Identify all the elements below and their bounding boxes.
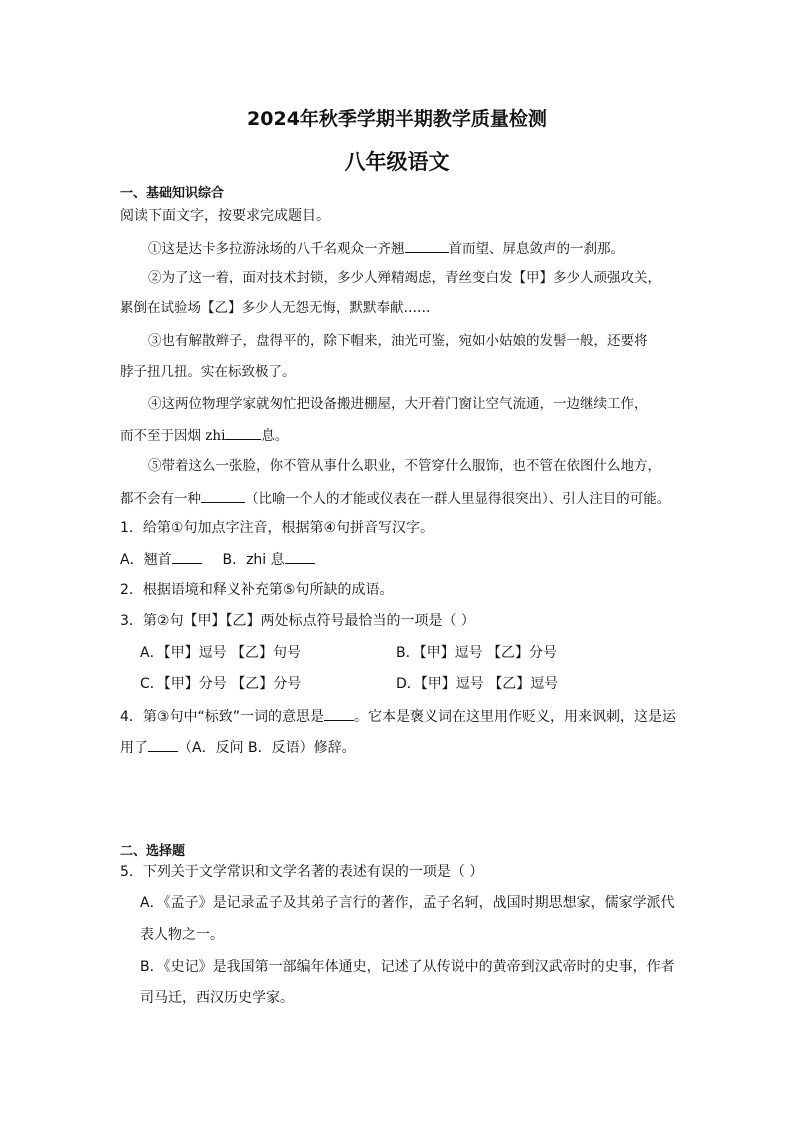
question-3-option-b[interactable]: B．【甲】逗号 【乙】分号 xyxy=(396,645,558,661)
blank-1 xyxy=(405,238,449,253)
blank-q1-a xyxy=(172,549,202,564)
question-3-option-d[interactable]: D．【甲】逗号 【乙】逗号 xyxy=(396,676,559,692)
passage-5-line-2: 都不会有一种 （比喻一个人的才能或仪表在一群人里显得很突出）、引人注目的可能。 xyxy=(120,488,670,509)
passage-1: ①这是达卡多拉游泳场的八千名观众一齐翘 首而望、屏息敛声的一刹那。 xyxy=(148,238,624,259)
question-5: 5．下列关于文学常识和文学名著的表述有误的一项是（ ） xyxy=(120,864,484,880)
blank-q4-meaning xyxy=(324,706,354,721)
question-5-option-a-line-2: 表人物之一。 xyxy=(140,927,224,943)
blank-q1-b xyxy=(285,549,315,564)
passage-3-line-1: ③也有解散辫子，盘得平的，除下帽来，油光可鉴，宛如小姑娘的发髻一般，还要将 xyxy=(148,333,648,349)
question-2: 2．根据语境和释义补充第⑤句所缺的成语。 xyxy=(120,582,394,598)
instruction-text: 阅读下面文字，按要求完成题目。 xyxy=(120,208,330,224)
subject-title: 八年级语文 xyxy=(344,150,450,174)
passage-4-line-1: ④这两位物理学家就匆忙把设备搬进棚屋，大开着门窗让空气流通，一边继续工作， xyxy=(148,396,648,412)
question-3-option-a[interactable]: A．【甲】逗号 【乙】句号 xyxy=(140,645,302,661)
blank-idiom xyxy=(201,488,245,503)
question-3-option-c[interactable]: C．【甲】分号 【乙】分号 xyxy=(140,676,302,692)
section-1-heading: 一、基础知识综合 xyxy=(120,186,225,201)
passage-4-line-2: 而不至于因烟 zhi 息。 xyxy=(120,425,288,446)
passage-2-line-2: 累倒在试验场【乙】多少人无怨无悔，默默奉献…… xyxy=(120,300,431,316)
blank-q4-rhetoric xyxy=(148,737,178,752)
blank-zhi xyxy=(225,425,261,440)
question-4-line-1: 4．第③句中“标致”一词的意思是 。它本是褒义词在这里用作贬义，用来讽刺，这是运 xyxy=(120,706,676,727)
passage-2-line-1: ②为了这一着，面对技术封锁，多少人殚精竭虑，青丝变白发【甲】多少人顽强攻关， xyxy=(148,270,661,286)
question-5-option-b-line-2: 司马迁，西汉历史学家。 xyxy=(140,990,294,1006)
exam-title: 2024年秋季学期半期教学质量检测 xyxy=(247,108,547,130)
question-1: 1．给第①句加点字注音，根据第④句拼音写汉字。 xyxy=(120,520,435,536)
passage-5-line-1: ⑤带着这么一张脸，你不管从事什么职业，不管穿什么服饰，也不管在依图什么地方， xyxy=(148,458,661,474)
question-4-line-2: 用了 （A．反问 B．反语）修辞。 xyxy=(120,737,356,758)
passage-3-line-2: 脖子扭几扭。实在标致极了。 xyxy=(120,364,296,380)
section-2-heading: 二、选择题 xyxy=(120,844,186,859)
question-1-options: A．翘首 B．zhi 息 xyxy=(120,549,315,570)
question-5-option-a-line-1[interactable]: A．《孟子》是记录孟子及其弟子言行的著作，孟子名轲，战国时期思想家，儒家学派代 xyxy=(140,895,675,911)
question-3: 3．第②句【甲】【乙】两处标点符号最恰当的一项是（ ） xyxy=(120,613,475,629)
question-5-option-b-line-1[interactable]: B．《史记》是我国第一部编年体通史，记述了从传说中的黄帝到汉武帝时的史事，作者 xyxy=(140,959,675,975)
